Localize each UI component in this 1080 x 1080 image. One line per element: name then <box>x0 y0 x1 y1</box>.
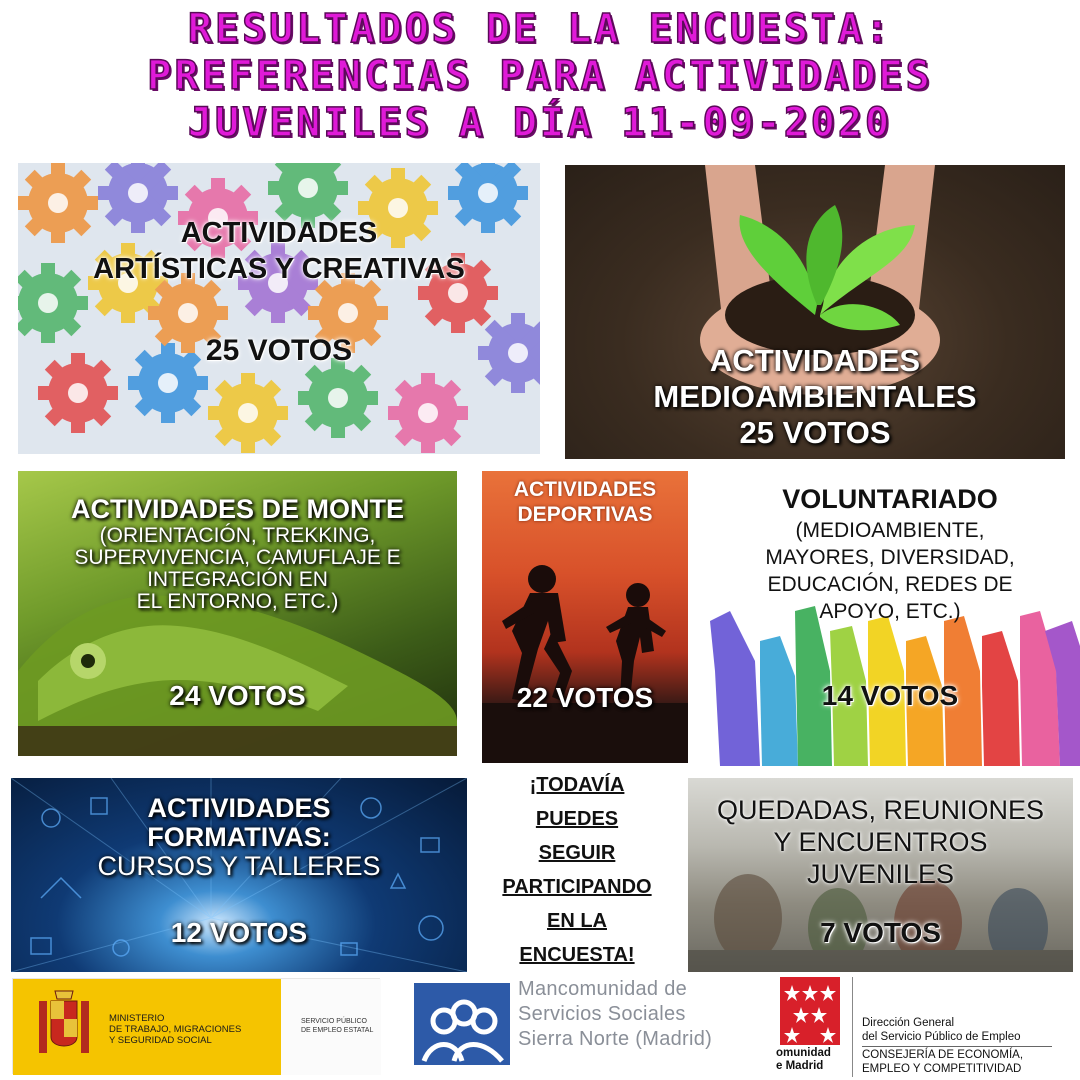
title-line-2: PREFERENCIAS PARA ACTIVIDADES <box>147 53 933 99</box>
survey-cta: ¡TODAVÍA PUEDES SEGUIR PARTICIPANDO EN LA ENCUESTA! <box>502 774 652 966</box>
deportivas-votes: 22 VOTOS <box>516 682 654 713</box>
panel-quedadas <box>688 778 1073 972</box>
panel-medioambientales <box>565 165 1065 459</box>
people-logo-icon <box>414 983 510 1065</box>
voluntariado-votes: 14 VOTOS <box>821 680 959 711</box>
madrid-stars-icon <box>780 977 840 1045</box>
artisticas-title: ACTIVIDADES ARTÍSTICAS Y CREATIVAS <box>93 217 465 285</box>
formativas-title: ACTIVIDADES FORMATIVAS: CURSOS Y TALLERES <box>97 793 381 881</box>
gears-image <box>18 163 540 454</box>
medioambientales-title: ACTIVIDADES MEDIOAMBIENTALES 25 VOTOS <box>565 343 1065 451</box>
direccion-general-text: Dirección General del Servicio Público de Empleo <box>862 1017 1021 1043</box>
monte-detail: (ORIENTACIÓN, TREKKING, SUPERVIVENCIA, CAMUFLAJE E INTEGRACIÓN EN EL ENTORNO, ETC.) <box>74 524 401 613</box>
mancomunidad-text: Mancomunidad de Servicios Sociales Sierra Norte (Madrid) <box>518 978 713 1050</box>
panel-formativas <box>11 778 467 972</box>
monte-title: ACTIVIDADES DE MONTE <box>70 494 405 524</box>
consejeria-text: CONSEJERÍA DE ECONOMÍA, EMPLEO Y COMPETITIVIDAD <box>862 1049 1024 1075</box>
artisticas-votes: 25 VOTOS <box>205 334 353 367</box>
monte-votes: 24 VOTOS <box>169 680 306 711</box>
coat-of-arms-icon <box>35 987 93 1067</box>
voluntariado-detail: (MEDIOAMBIENTE, MAYORES, DIVERSIDAD, EDUCACIÓN, REDES DE APOYO, ETC.) <box>765 519 1015 623</box>
sepe-text: SERVICIO PÚBLICO DE EMPLEO ESTATAL <box>301 1018 374 1034</box>
panel-artisticas <box>18 163 540 454</box>
title-line-3: JUVENILES A DÍA 11-09-2020 <box>187 100 893 146</box>
panel-monte <box>18 471 457 756</box>
comunidad-text: omunidad e Madrid <box>776 1047 831 1072</box>
mancomunidad-logo <box>414 977 754 1067</box>
medioambientales-votes: 25 VOTOS <box>739 415 891 450</box>
panel-voluntariado <box>700 471 1080 766</box>
voluntariado-title: VOLUNTARIADO <box>782 484 998 514</box>
deportivas-title: ACTIVIDADES DEPORTIVAS <box>513 478 657 526</box>
quedadas-votes: 7 VOTOS <box>820 917 941 948</box>
quedadas-title: QUEDADAS, REUNIONES Y ENCUENTROS JUVENILES <box>716 795 1045 889</box>
page-title <box>20 6 1060 156</box>
comunidad-madrid-logo <box>776 977 1076 1077</box>
panel-deportivas <box>482 471 688 763</box>
ministerio-text: MINISTERIO DE TRABAJO, MIGRACIONES Y SEGURIDAD SOCIAL <box>109 1013 242 1046</box>
ministerio-logo <box>12 978 380 1074</box>
formativas-votes: 12 VOTOS <box>170 917 308 948</box>
title-line-1: RESULTADOS DE LA ENCUESTA: <box>187 6 893 52</box>
